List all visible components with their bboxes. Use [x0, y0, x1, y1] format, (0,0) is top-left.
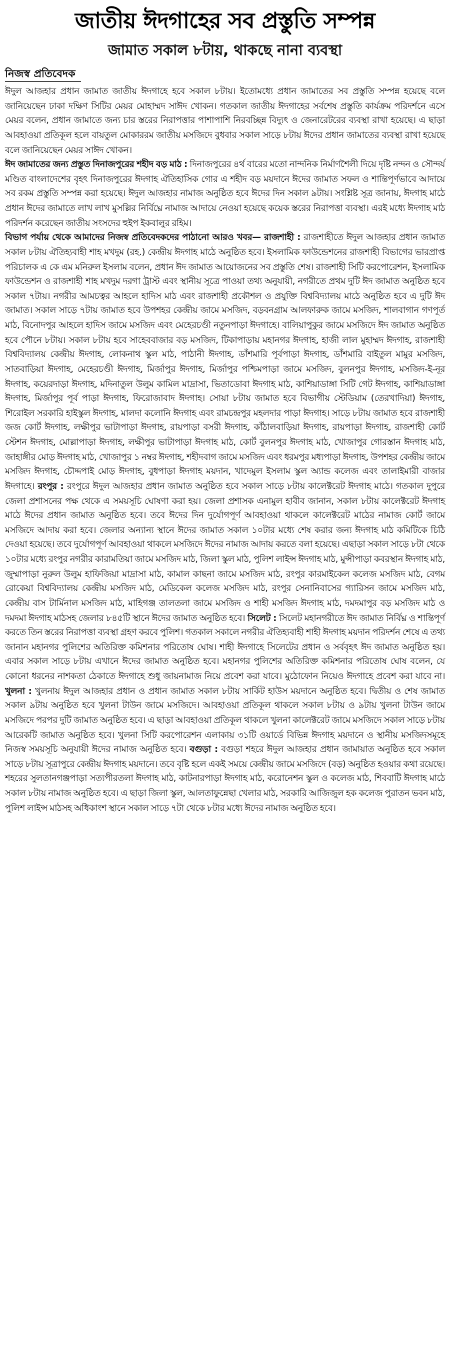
paragraph-dinajpur: [5, 158, 445, 231]
paragraph-intro-text: ঈদুল আজহার প্রধান জামাত জাতীয় ঈদগাহে হবে সকাল ৮টায়। ইতোমধ্যে প্রধান জামাতের সব প্রস্তুতি সম্পন্ন হয়েছে বলে জানিয়েছেন ঢাকা দক্ষিণ সিটির মেয়র মোহাম্মদ সাঈদ খোকন। গতকাল জাতীয় ঈদগাহের সর্বশেষ প্রস্তুতি কার্যক্রম পরিদর্শনে এসে মেয়র বলেন, প্রধান জামাতে জন্য চার স্তরের নিরাপত্তার পাশাপাশি নিরবচ্ছিন্ন বিদ্যুৎ ও জেনারেটরের ব্যবস্থা রাখা হয়েছে। এ ছাড়া আবহাওয়া প্রতিকূল হলে বায়তুল মোকাররম জাতীয় মসজিদে বুধবার সকাল সাড়ে ৮টায় ঈদের প্রধান জামাতের ব্যবস্থা রাখা হয়েছে বলে জানিয়েছেন মেয়র সাঈদ খোকন।: [5, 87, 445, 156]
paragraph-dinajpur-text: দিনাজপুরের ৪র্থ বারের মতো নান্দনিক নির্মাণশৈলী দিয়ে দৃষ্টি নন্দন ও সৌন্দর্য মণ্ডিত বাংলাদেশের বৃহৎ দিনাজপুরের ঈদগাহ ঐতিহাসিক গোর এ শহীদ বড় ময়দানে ঈদের জামাত সফল ও শান্তিপূর্ণভাবে আদায়ে সব রকম প্রস্তুতি সম্পন্ন করা হয়েছে। ঈদুল আজহার নামাজ অনুষ্ঠিত হবে ঈদের দিন সকাল ৯টায়। সংশ্লিষ্ট সূত্র জানায়, ঈদগাহ মাঠে প্রধান ঈদের জামাতে লাখ লাখ মুসল্লির নির্বিঘ্নে নামাজ আদায়ে নেওয়া হয়েছে কয়েক স্তরের নিরাপত্তা ব্যবস্থা। এরই মধ্যে ঈদগাহ মাঠ পরিদর্শন করেছেন জাতীয় সংসদের হুইপ ইকবালুর রহিম।: [5, 160, 445, 229]
paragraph-rangpur-text: রংপুরে ঈদুল আজহার প্রধান জামাত অনুষ্ঠিত হবে সকাল সাড়ে ৮টায় কালেক্টরেট ঈদগাহ মাঠে। গতকাল দুপুরে জেলা প্রশাসনের পক্ষ থেকে এ সময়সূচি ঘোষণা করা হয়। জেলা প্রশাসক এনামুল হাবীব জানান, সকাল ৮টায় কালেক্টরেট ঈদগাহ মাঠে ঈদের প্রধান জামাত অনুষ্ঠিত হবে। তবে ঈদের দিন দুর্যোগপূর্ণ আবহাওয়া থাকলে কালেক্টরেট মাঠের নামাজ কোর্ট জামে মসজিদে আদায় করা হবে। জেলার অন্যান্য স্থানে ঈদের জামাত সকাল ১০টার মধ্যে শেষ করার জন্য ঈদগাহ মাঠ কমিটিকে চিঠি দেওয়া হয়েছে। তবে দুর্যোগপূর্ণ আবহাওয়া থাকলে মসজিদে ঈদের নামাজ আদায় করতে বলা হয়েছে। এছাড়া সকাল সাড়ে ৮টা থেকে ১০টার মধ্যে রংপুর নগরীর কারামতিয়া জামে মসজিদ মাঠ, জিলা স্কুল মাঠ, পুলিশ লাইন্স ঈদগাহ মাঠ, মুন্সীপাড়া কবরস্থান ঈদগাহ মাঠ, জুম্মাপাড়া নুরুল উলুম হাফিজিয়া মাদ্রাসা মাঠ, কামাল কাছনা জামে মসজিদ মাঠ, রংপুর কারমাইকেল কলেজ মসজিদ মাঠ, বেগম রোকেয়া বিশ্ববিদ্যালয় কেন্দ্রীয় মসজিদ মাঠ, মেডিকেল কলেজ মসজিদ মাঠ, রংপুর সেনানিবাসের গ্যারিসন জামে মসজিদ মাঠ, কেন্দ্রীয় বাস টার্মিনাল মসজিদ মাঠ, মাহিগঞ্জ তালতলা জামে মসজিদ ও শাহী মসজিদ ঈদগাহ মাঠ, দমদমাপুর বড় মসজিদ মাঠ ও দমদমা ঈদগাহ মাঠসহ জেলার ৮৪৫টি স্থানে ঈদের জামাত অনুষ্ঠিত হবে।: [5, 481, 446, 624]
paragraph-rajshahi-text: রাজশাহীতে ঈদুল আজহার প্রধান জামাত সকাল ৮টায় ঐতিহ্যবাহী শাহ মখদুম (রহ.) কেন্দ্রীয় ঈদগাহ মাঠে অনুষ্ঠিত হবে। ইসলামিক ফাউন্ডেশনের রাজশাহী বিভাগের ভারপ্রাপ্ত পরিচালক এ কে এম মনিরুল ইসলাম বলেন, প্রধান ঈদ জামাত আয়োজনের সব প্রস্তুতি শেষ। রাজশাহী সিটি করপোরেশন, ইসলামিক ফাউন্ডেশন ও রাজশাহী শাহ মখদুম দরগা ট্রাস্ট এবং স্থানীয় সূত্রে পাওয়া তথ্য অনুযায়ী, নগরীতে প্রথম দুটি ঈদ জামাত অনুষ্ঠিত হবে সকাল ৭টায়। নগরীর আমচত্বর আহলে হাদিস মাঠ এবং রাজশাহী প্রকৌশল ও প্রযুক্তি বিশ্ববিদ্যালয় মাঠে অনুষ্ঠিত হবে এ দুটি ঈদ জামাত। সকাল সাড়ে ৭টায় জামাত হবে উপশহর কেন্দ্রীয় জামে মসজিদ, বড়বনগ্রাম আলফারুক জামে মসজিদ, শালবাগান গণপূর্ত মাঠ, বিনোদপুর আহলে হাদিস জামে মসজিদ এবং মেহেরচণ্ডী নতুনপাড়া ঈদগাহে। বালিয়াপুকুর জামে মসজিদে ঈদ জামাত অনুষ্ঠিত হবে পৌনে ৮টায়। সকাল ৮টায় হবে সাহেববাজার বড় মসজিদ, টিকাপাড়ায় মহানগর ঈদগাহ, হাজী লাল মুহাম্মদ ঈদগাহ, রাজশাহী বিশ্ববিদ্যালয় কেন্দ্রীয় ঈদগাহ, লোকনাথ স্কুল মাঠ, পাঠানী ঈদগাহ, ডাঁশমারি পূর্বপাড়া ঈদগাহ, ডাঁশমারি বাইতুল মামুর মসজিদ, সাতবাড়িয়া ঈদগাহ, মেহেরচণ্ডী ঈদগাহ, মির্জাপুর ঈদগাহ, মির্জাপুর পশ্চিমপাড়া জামে মসজিদ, বুলনপুর ঈদগাহ, মসজিদ-ই-নূর ঈদগাহ, কয়েরদাড়া ঈদগাহ, মদিনাতুল উলুম কামিল মাদ্রাসা, ভিতাডোবা ঈদগাহ মাঠ, কাশিয়াডাঙ্গা সিটি গেট ঈদগাহ, কাশিয়াডাঙ্গা ঈদগাহ, মির্জাপুর পূর্ব পাড়া ঈদগাহ, ফিরোজাবাদ ঈদগাহ। সোয়া ৮টায় জামাত হবে বিভাগীয় স্টেডিয়াম (তেরখাদিয়া) ঈদগাহ, শিরোইল সরকারি হাইস্কুল ঈদগাহ, মালদা কলোনি ঈদগাহ এবং রামচন্দ্রপুর মহলদার পাড়া ঈদগাহ। সাড়ে ৮টায় জামাত হবে রাজশাহী জজ কোর্ট ঈদগাহ, লক্ষীপুর ভাটাপাড়া ঈদগাহ, রায়পাড়া বসরী ঈদগাহ, কাঁঠালবাড়িয়া ঈদগাহ, রায়পাড়া ঈদগাহ, রাজশাহী কোর্ট স্টেশন ঈদগাহ, মোল্লাপাড়া ঈদগাহ, লক্ষীপুর ভাটাপাড়া ঈদগাহ মাঠ, কোর্ট বুলনপুর ঈদগাহ মাঠ, খোজাপুর গোরস্তান ঈদগাহ মাঠ, জাহাঙ্গীর মোড় ঈদগাহ মাঠ, খোজাপুর ১ নম্বর ঈদগাহ, শহীদবাগ জামে মসজিদ এবং ধরমপুর মধ্যপাড়া ঈদগাহ, উপশহর কেন্দ্রীয় জামে মসজিদ ঈদগাহ, চৌদ্দপাই মোড় ঈদগাহ, বুধপাড়া ঈদগাহ ময়দান, খাদেমুল ইসলাম স্কুল অ্যান্ড কলেজ এবং তালাইমারী বাজার ঈদগাহে।: [5, 233, 445, 492]
paragraph-sylhet-text: সিলেট মহানগরীতে ঈদ জামাত নির্বিঘ্ন ও শান্তিপূর্ণ করতে তিন স্তরের নিরাপত্তা ব্যবস্থা গ্রহণ করবে পুলিশ। গতকাল সকালে নগরীর ঐতিহ্যবাহী শাহী ঈদগাহ ময়দান পরিদর্শন শেষে এ তথ্য জানান মহানগর পুলিশের অতিরিক্ত কমিশনার পরিতোষ ঘোষ। শাহী ঈদগাহে সিলেটের প্রধান ও সর্ববৃহৎ ঈদ জামাত অনুষ্ঠিত হয়। এবার সকাল সাড়ে ৮টায় এখানে ঈদের জামাত অনুষ্ঠিত হবে। মহানগর পুলিশের অতিরিক্ত কমিশনার পরিতোষ ঘোষ বলেন, যে কোনো ধরনের নাশকতা ঠেকাতে ঈদগাহে শুধু জায়নামাজ নিয়ে প্রবেশ করা যাবে। মুঠোফোন নিয়েও ঈদগাহে প্রবেশ করা যাবে না।: [5, 613, 446, 682]
paragraph-bogura-text: বগুড়া শহরে ঈদুল আজহার প্রধান জামায়াত অনুষ্ঠিত হবে সকাল সাড়ে ৮টায় সূত্রাপুরে কেন্দ্রীয় ঈদগাহ ময়দানে। তবে বৃষ্টি হলে একই সময়ে কেন্দ্রীয় জামে মসজিদে (বড়) অনুষ্ঠিত হওয়ার কথা রয়েছে। শহরের সুলতানগঞ্জপাড়া সত্যপীরতলা ঈদগাহ মাঠ, কাটনারপাড়া ঈদগাহ মাঠ, করোনেশন স্কুল ও কলেজ মাঠ, শিববাটি ঈদগাহ মাঠে সকাল ৮টায় নামাজ অনুষ্ঠিত হবে। এ ছাড়া জিলা স্কুল, আলতাফুন্নেছা খেলার মাঠ, সরকারি আজিজুল হক কলেজ পুরাতন ভবন মাঠ, পুলিশ লাইন্স মাঠসহ অধিকাংশ স্থানে সকাল সাড়ে ৭টা থেকে ৮টার মধ্যে ঈদের নামাজ অনুষ্ঠিত হবে।: [5, 745, 446, 814]
section-lead-dinajpur: ঈদ জামাতের জন্য প্রস্তুত দিনাজপুরের শহীদ বড় মাঠ :: [5, 160, 188, 171]
paragraph-khulna-text: খুলনায় ঈদুল আজহার প্রধান ও প্রধান জামাত সকাল ৮টায় সার্কিট হাউস ময়দানে অনুষ্ঠিত হবে। দ্বিতীয় ও শেষ জামাত সকাল ৯টায় অনুষ্ঠিত হবে খুলনা টাউন জামে মসজিদে। আবহাওয়া প্রতিকূল থাকলে সকাল ৮টায় ও ৯টায় খুলনা টাউন জামে মসজিদে পরপর দুটি জামাত অনুষ্ঠিত হবে। এ ছাড়া আবহাওয়া প্রতিকূল থাকলে খুলনা কালেক্টরেট জামে মসজিদে সকাল সাড়ে ৮টায় আরেকটি জামাত অনুষ্ঠিত হবে। খুলনা সিটি করপোরেশন এলাকায় ৩১টি ওয়ার্ডে বিভিন্ন ঈদগাহ ময়দানে ও স্থানীয় মসজিদসমূহে নিজস্ব সময়সূচি অনুযায়ী ঈদের নামাজ অনুষ্ঠিত হবে।: [5, 686, 446, 756]
section-lead-rangpur: রংপুর :: [37, 481, 64, 492]
paragraph-divisions: [5, 231, 445, 816]
byline: নিজস্ব প্রতিবেদক: [5, 67, 81, 82]
section-lead-sylhet: সিলেট :: [247, 613, 277, 624]
section-lead-rajshahi: বিভাগ পর্যায় থেকে আমাদের নিজস্ব প্রতিবেদকদের পাঠানো আরও খবর— রাজশাহী :: [5, 233, 301, 244]
section-lead-bogura: বগুড়া :: [189, 745, 218, 756]
headline: জাতীয় ঈদগাহের সব প্রস্তুতি সম্পন্ন: [74, 9, 376, 34]
section-lead-khulna: খুলনা :: [5, 686, 32, 697]
subheadline: জামাত সকাল ৮টায়, থাকছে নানা ব্যবস্থা: [107, 43, 343, 59]
paragraph-intro: [5, 85, 445, 158]
